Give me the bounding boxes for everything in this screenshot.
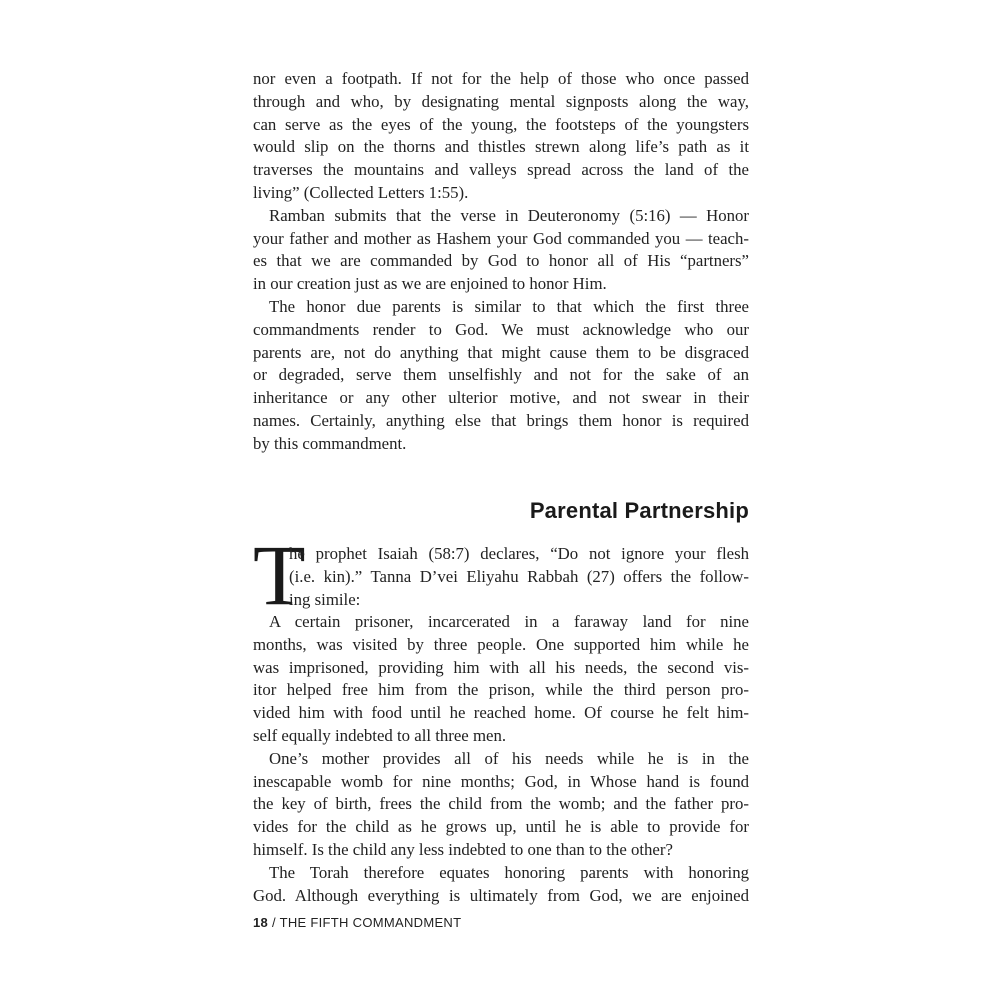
text-line: months, was visited by three people. One supported him while he (253, 634, 749, 654)
drop-cap-letter: T (253, 527, 306, 623)
page-body-top (253, 68, 749, 456)
paragraph-mother (253, 748, 749, 862)
running-title: THE FIFTH COMMANDMENT (279, 915, 462, 930)
text-line: names. Certainly, anything else that brings them honor is required (253, 410, 749, 430)
paragraph-ramban (253, 205, 749, 296)
text-line: or degraded, serve them unselfishly and not for the sake of an (253, 365, 749, 385)
text-line: he prophet Isaiah (58:7) declares, “Do not ignore your flesh (289, 544, 749, 563)
text-line: self equally indebted to all three men. (253, 725, 507, 745)
text-line: es that we are commanded by God to honor all of His “partners” (253, 251, 749, 271)
text-line: God. Although everything is ultimately from God, we are enjoined (253, 885, 749, 905)
text-line: vided him with food until he reached home. Of course he felt him- (253, 703, 749, 723)
text-line: would slip on the thorns and thistles strewn along life’s path as it (253, 137, 749, 157)
text-line: A certain prisoner, incarcerated in a faraway land for nine (269, 612, 749, 631)
text-line: by this commandment. (253, 433, 407, 453)
text-line: through and who, by designating mental signposts along the way, (253, 91, 749, 111)
text-line: traverses the mountains and valleys spread across the land of the (253, 160, 749, 180)
text-line: inescapable womb for nine months; God, in Whose hand is found (253, 771, 749, 791)
text-line: the key of birth, frees the child from the womb; and the father pro- (253, 794, 749, 814)
text-line: your father and mother as Hashem your God commanded you — teach- (253, 228, 749, 248)
text-line: One’s mother provides all of his needs while he is in the (269, 748, 749, 768)
text-line: can serve as the eyes of the young, the footsteps of the youngsters (253, 114, 749, 134)
text-line: (i.e. kin).” Tanna D’vei Eliyahu Rabbah (27) offers the follow- (289, 566, 749, 586)
text-line: vides for the child as he grows up, until he is able to provide for (253, 817, 749, 837)
text-line: parents are, not do anything that might cause them to be disgraced (253, 342, 749, 362)
paragraph-torah (253, 862, 749, 908)
text-line: inheritance or any other ulterior motive, and not swear in their (253, 388, 749, 408)
text-line: himself. Is the child any less indebted to one than to the other? (253, 839, 673, 859)
page-number: 18 (253, 915, 269, 930)
section-heading: Parental Partnership (529, 498, 749, 523)
text-line: ing simile: (289, 589, 361, 609)
text-line: Ramban submits that the verse in Deuteronomy (5:16) — Honor (269, 205, 749, 225)
paragraph-honor-due (253, 296, 749, 456)
text-line: in our creation just as we are enjoined to honor Him. (253, 274, 607, 294)
page-body-bottom (253, 527, 749, 907)
text-line: itor helped free him from the prison, while the third person pro- (253, 680, 749, 700)
text-line: nor even a footpath. If not for the help of those who once passed (253, 69, 749, 88)
paragraph-collected-letters (253, 68, 749, 205)
text-line: commandments render to God. We must acknowledge who our (253, 319, 749, 339)
paragraph-prisoner (253, 611, 749, 748)
text-line: The Torah therefore equates honoring parents with honoring (269, 862, 749, 882)
running-footer (253, 915, 461, 930)
text-line: The honor due parents is similar to that which the first three (269, 296, 749, 316)
footer-separator: / (268, 915, 280, 930)
text-line: living” (Collected Letters 1:55). (253, 182, 469, 202)
text-line: was imprisoned, providing him with all his needs, the second vis- (253, 657, 749, 677)
